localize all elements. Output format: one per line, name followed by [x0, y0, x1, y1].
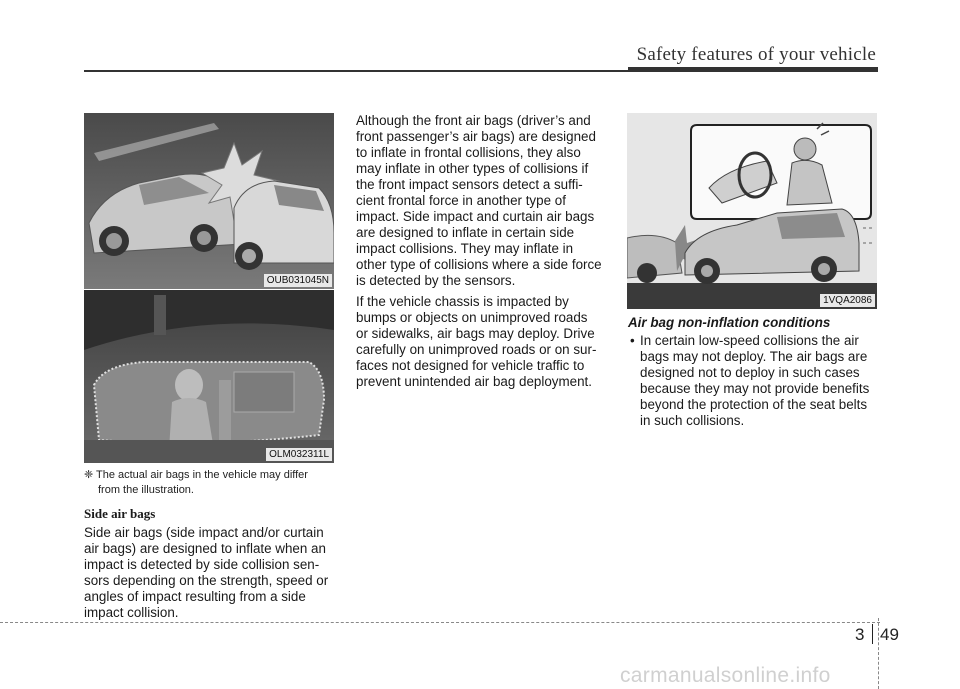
front-air-bags-paragraph [356, 113, 607, 289]
paragraph-line: the front impact sensors detect a suffi- [356, 177, 583, 192]
paragraph-line: to inflate in frontal collisions, they also [356, 145, 581, 160]
bullet-line: In certain low-speed collisions the air [640, 333, 859, 348]
bullet-line: bags may not deploy. The air bags are [640, 349, 868, 364]
paragraph-line: may inflate in other types of collisions if [356, 161, 589, 176]
paragraph-line: is detected by the sensors. [356, 273, 516, 288]
non-inflation-heading: Air bag non-inflation conditions [628, 315, 831, 330]
bullet-mark: • [630, 333, 635, 348]
illustration-note [84, 468, 336, 498]
header-rule-accent [628, 67, 878, 72]
side-air-bags-paragraph [84, 525, 336, 621]
paragraph-line: prevent unintended air bag deployment. [356, 374, 592, 389]
paragraph-line: impact. Side impact and curtain air bags [356, 209, 595, 224]
low-speed-collision-illustration [627, 113, 877, 309]
paragraph-line: sors depending on the strength, speed or [84, 573, 329, 588]
paragraph-line: impact collision. [84, 605, 179, 620]
footer-crop-line [0, 622, 880, 623]
paragraph-line: front passenger’s air bags) are designed [356, 129, 596, 144]
paragraph-line: Side air bags (side impact and/or curtain [84, 525, 324, 540]
curtain-airbag-illustration [84, 290, 334, 463]
section-header-title: Safety features of your vehicle [636, 44, 876, 65]
note-line: The actual air bags in the vehicle may differ [96, 469, 308, 481]
bullet-line: because they may not provide benefits [640, 381, 870, 396]
bullet-line: in such collisions. [640, 413, 745, 428]
paragraph-line: are designed to inflate in certain side [356, 225, 575, 240]
side-air-bags-heading: Side air bags [84, 506, 156, 521]
figure-code: OLM032311L [266, 448, 332, 461]
paragraph-line: carefully on unimproved roads or on sur- [356, 342, 597, 357]
bullet-line: beyond the protection of the seat belts [640, 397, 868, 412]
side-collision-illustration [84, 113, 334, 289]
paragraph-line: impact collisions. They may inflate in [356, 241, 574, 256]
paragraph-line: Although the front air bags (driver’s and [356, 113, 591, 128]
paragraph-line: faces not designed for vehicle traffic to [356, 358, 585, 373]
low-speed-collision-drawing [627, 113, 877, 309]
footer-crop-line-vertical [878, 618, 879, 689]
paragraph-line: air bags) are designed to inflate when an [84, 541, 326, 556]
chassis-impact-paragraph [356, 294, 607, 390]
page-number-separator [872, 624, 873, 644]
note-mark: ❈ [84, 469, 94, 481]
chapter-number: 3 [855, 625, 865, 644]
paragraph-line: impact is detected by side collision sen- [84, 557, 320, 572]
paragraph-line: or sidewalks, air bags may deploy. Drive [356, 326, 595, 341]
watermark: carmanualsonline.info [620, 664, 831, 687]
note-line: from the illustration. [98, 484, 194, 496]
figure-code: OUB031045N [264, 274, 332, 287]
curtain-airbag-drawing [84, 290, 334, 463]
paragraph-line: angles of impact resulting from a side [84, 589, 306, 604]
side-collision-drawing [84, 113, 334, 289]
paragraph-line: other type of collisions where a side force [356, 257, 602, 272]
page-number: 49 [880, 625, 899, 644]
figure-code: 1VQA2086 [820, 294, 875, 307]
non-inflation-bullet [628, 333, 878, 429]
bullet-line: designed not to deploy in such cases [640, 365, 860, 380]
paragraph-line: If the vehicle chassis is impacted by [356, 294, 569, 309]
paragraph-line: bumps or objects on unimproved roads [356, 310, 588, 325]
paragraph-line: cient frontal force in another type of [356, 193, 566, 208]
